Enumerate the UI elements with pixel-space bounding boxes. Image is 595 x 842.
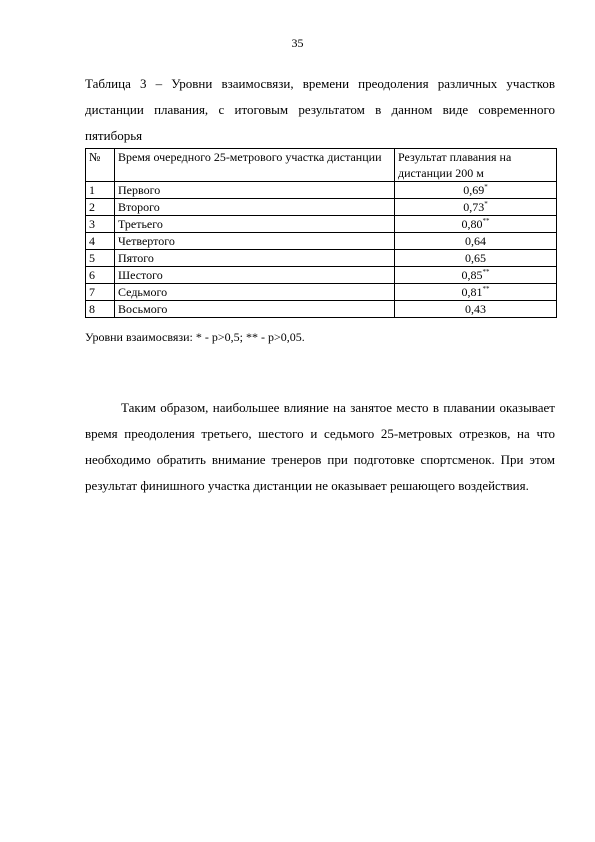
row-segment: Третьего (115, 216, 395, 233)
significance-mark: ** (482, 285, 490, 293)
row-no: 6 (86, 267, 115, 284)
row-value-cell (395, 216, 557, 233)
row-no: 1 (86, 182, 115, 199)
row-value-cell (395, 267, 557, 284)
row-segment: Четвертого (115, 233, 395, 250)
table-row (86, 284, 557, 301)
row-value-cell (395, 233, 557, 250)
row-value: 0,65 (465, 251, 486, 265)
row-value: 0,80 (461, 217, 483, 231)
table-row (86, 233, 557, 250)
significance-mark: * (484, 183, 488, 191)
body-paragraph: Таким образом, наибольшее влияние на занятое место в плавании оказывает время преодоления третьего, шестого и седьмого 25-метровых отрезков, на что необходимо обратить внимание тренеров при подготовке спортсменок. При этом результат финишного участка дистанции не оказывает решающего воздействия. (85, 400, 555, 493)
table-header-row (86, 149, 557, 182)
row-segment: Седьмого (115, 284, 395, 301)
row-value-cell (395, 250, 557, 267)
row-no: 8 (86, 301, 115, 318)
row-value-cell (395, 284, 557, 301)
table-row (86, 216, 557, 233)
table-row (86, 182, 557, 199)
significance-mark: * (484, 200, 488, 208)
table-footnote: Уровни взаимосвязи: * - р>0,5; ** - р>0,05. (85, 330, 305, 344)
data-table (85, 148, 557, 318)
row-no: 2 (86, 199, 115, 216)
row-value: 0,73 (463, 200, 485, 214)
significance-mark: ** (482, 217, 490, 225)
row-value: 0,64 (465, 234, 486, 248)
row-value: 0,81 (461, 285, 483, 299)
header-no: № (86, 149, 115, 182)
row-no: 5 (86, 250, 115, 267)
row-segment: Первого (115, 182, 395, 199)
page-number: 35 (291, 36, 304, 50)
row-value-cell (395, 301, 557, 318)
header-time: Время очередного 25-метрового участка дистанции (115, 149, 395, 182)
row-value-cell (395, 182, 557, 199)
row-value: 0,85 (461, 268, 483, 282)
row-segment: Второго (115, 199, 395, 216)
table-row (86, 267, 557, 284)
significance-mark: ** (482, 268, 490, 276)
table-row (86, 301, 557, 318)
table-caption: Таблица 3 – Уровни взаимосвязи, времени преодоления различных участков дистанции плавания, с итоговым результатом в данном виде современного пятиборья (85, 76, 555, 143)
row-segment: Шестого (115, 267, 395, 284)
row-segment: Восьмого (115, 301, 395, 318)
table-row (86, 199, 557, 216)
table-row (86, 250, 557, 267)
row-no: 7 (86, 284, 115, 301)
header-result: Результат плавания на дистанции 200 м (395, 149, 557, 182)
row-segment: Пятого (115, 250, 395, 267)
row-value-cell (395, 199, 557, 216)
row-value: 0,43 (465, 302, 486, 316)
row-no: 3 (86, 216, 115, 233)
row-no: 4 (86, 233, 115, 250)
row-value: 0,69 (463, 183, 485, 197)
